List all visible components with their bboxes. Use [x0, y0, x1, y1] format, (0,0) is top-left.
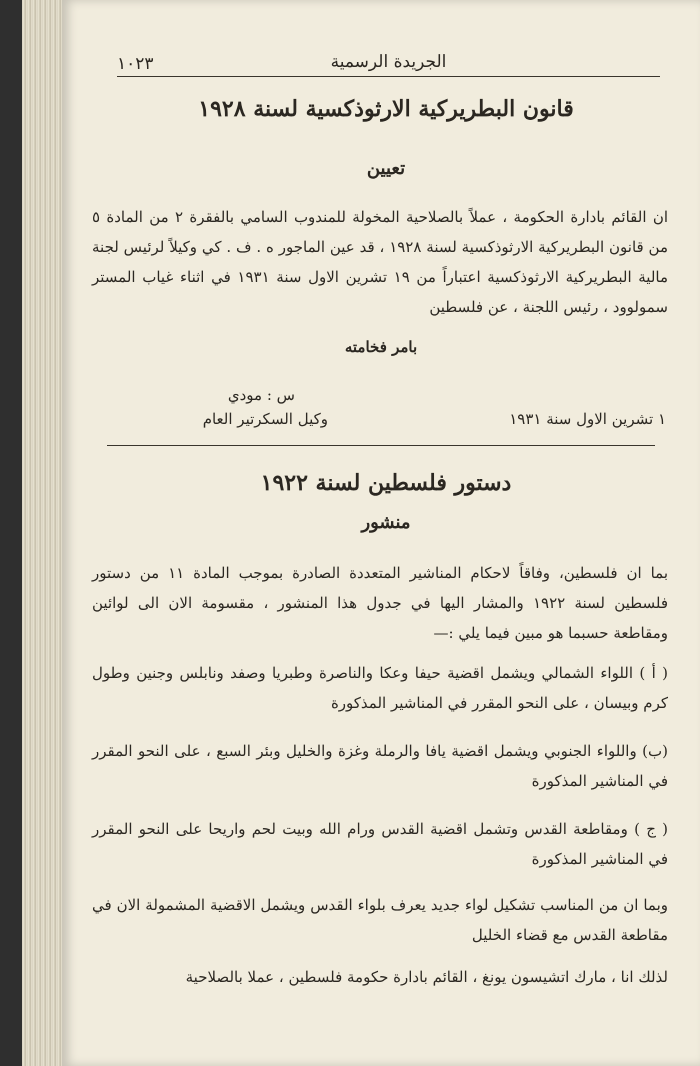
book-page-edges	[22, 0, 64, 1066]
section1-body: ان القائم بادارة الحكومة ، عملاً بالصلاحية المخولة للمندوب السامي بالفقرة ٢ من المادة ٥ من قانون البطريركية الارثوذكسية لسنة ١٩٢٨ ، قد عين الماجور ه . ف . كي وكيلاً لرئيس لجنة مالية البطريركية الارثوذكسية اعتباراً من ١٩ تشرين الاول سنة ١٩٣١ في اثناء غياب المستر سمولوود ، رئيس اللجنة ، عن فلسطين	[92, 208, 668, 316]
jerusalem-district-paragraph: وبما ان من المناسب تشكيل لواء جديد يعرف بلواء القدس ويشمل الاقضية المشمولة الان في مقاطعة القدس مع قضاء الخليل	[92, 896, 668, 944]
section2-subtitle: منشور	[361, 512, 411, 533]
gazette-page	[62, 0, 700, 1066]
item-a-northern-district: ( أ ) اللواء الشمالي ويشمل اقضية حيفا وعكا والناصرة وطبريا وصفد ونابلس وجنين وطول كرم وبيسان ، على النحو المقرر في المناشير المذكورة	[92, 664, 668, 712]
section2-title: دستور فلسطين لسنة ١٩٢٢	[260, 470, 512, 496]
proclamation-intro: بما ان فلسطين، وفاقاً لاحكام المناشير المتعددة الصادرة بموجب المادة ١١ من دستور فلسطين لسنة ١٩٢٢ والمشار اليها في جدول هذا المنشور ، مقسومة الان الى لوائين ومقاطعة حسبما هو مبين فيما يلي :—	[92, 564, 668, 642]
enactment-paragraph: لذلك انا ، مارك اتشيسون يونغ ، القائم بادارة حكومة فلسطين ، عملا بالصلاحية	[185, 968, 668, 986]
item-b-southern-district: (ب) واللواء الجنوبي ويشمل اقضية يافا والرملة وغزة والخليل وبئر السبع ، على النحو المقرر في المناشير المذكورة	[92, 742, 668, 790]
signatory-title: وكيل السكرتير العام	[202, 410, 328, 428]
running-title: الجريدة الرسمية	[330, 52, 447, 72]
item-c-jerusalem-division: ( ج ) ومقاطعة القدس وتشمل اقضية القدس ورام الله وبيت لحم واريحا على النحو المقرر في المناشير المذكورة	[92, 820, 668, 868]
by-order-line: بامر فخامته	[344, 338, 418, 356]
page-header	[117, 52, 660, 77]
notice-date: ١ تشرين الاول سنة ١٩٣١	[509, 410, 666, 428]
page-number: ١٠٢٣	[117, 54, 154, 74]
section1-title: قانون البطريركية الارثوذكسية لسنة ١٩٢٨	[198, 96, 574, 122]
signatory-name: س : مودي	[227, 386, 295, 404]
section-divider	[107, 445, 655, 446]
section1-subtitle: تعيين	[366, 158, 406, 179]
